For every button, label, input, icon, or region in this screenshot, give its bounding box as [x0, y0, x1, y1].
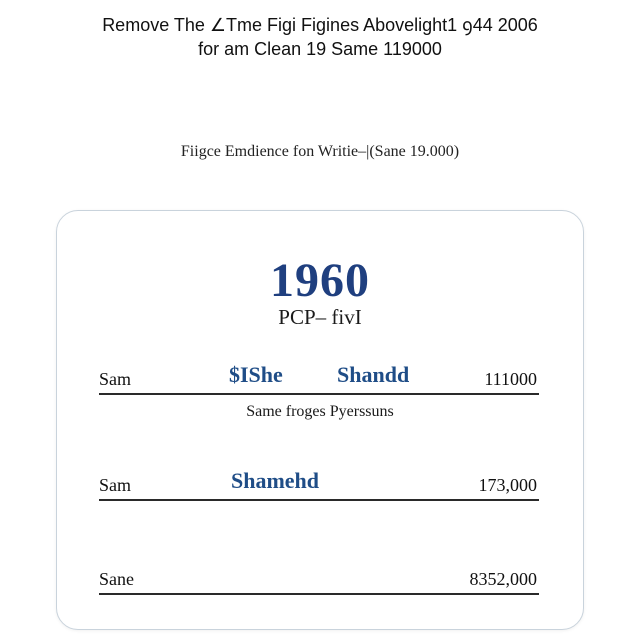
row-label: Sam: [99, 475, 132, 495]
subheading: Fiigce Emdience fon Writie–|(Sane 19.000): [180, 143, 460, 160]
table-row: [99, 467, 539, 501]
row-highlight: Shandd: [337, 362, 410, 387]
row-highlight: $IShe: [229, 362, 283, 387]
table-row: [99, 361, 539, 395]
row-label: Sane: [99, 569, 134, 589]
page-header-line-2: for am Clean 19 Same 119000: [198, 39, 442, 59]
row-note: Same froges Pyerssuns: [246, 403, 394, 420]
row-value: 8352,000: [469, 569, 537, 589]
row-label: Sam: [99, 369, 132, 389]
table-row: [99, 561, 539, 595]
page-header-line-1: Remove The ∠Tme Figi Figines Abovelight1 ꝯ44 2006: [102, 15, 538, 35]
summary-card: [56, 210, 584, 630]
card-subtitle: PCP– fivI: [278, 305, 362, 329]
row-value: 111000: [484, 369, 537, 389]
row-value: 173,000: [478, 475, 537, 495]
card-big-number: 1960: [270, 254, 370, 307]
row-highlight: Shamehd: [231, 468, 320, 493]
